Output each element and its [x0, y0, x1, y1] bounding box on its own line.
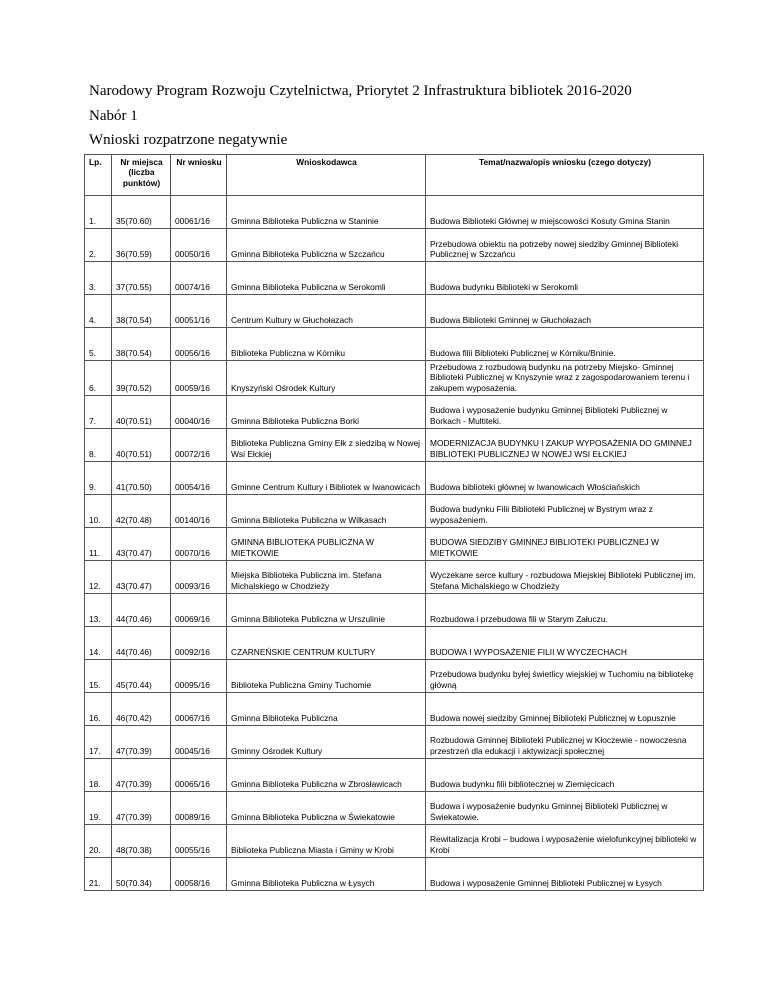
- cell-nr-wniosku: 00072/16: [171, 428, 227, 461]
- cell-nr-miejsca: 40(70.51): [112, 395, 171, 428]
- cell-wnioskodawca: Biblioteka Publiczna Miasta i Gminy w Krobi: [227, 824, 426, 857]
- cell-wnioskodawca: Gminna Biblioteka Publiczna w Wilkasach: [227, 494, 426, 527]
- cell-lp: 13.: [85, 593, 112, 626]
- cell-wnioskodawca: Gminna Biblioteka Publiczna w Łysych: [227, 857, 426, 890]
- cell-lp: 14.: [85, 626, 112, 659]
- cell-wnioskodawca: Centrum Kultury w Głuchołazach: [227, 295, 426, 328]
- cell-nr-miejsca: 45(70.44): [112, 659, 171, 692]
- table-body: [85, 196, 704, 891]
- cell-wnioskodawca: CZARNEŃSKIE CENTRUM KULTURY: [227, 626, 426, 659]
- cell-nr-miejsca: 42(70.48): [112, 494, 171, 527]
- cell-wnioskodawca: Biblioteka Publiczna w Kórniku: [227, 328, 426, 361]
- cell-temat: Budowa Biblioteki Głównej w miejscowości Kosuty Gmina Stanin: [426, 196, 704, 229]
- cell-temat: Budowa nowej siedziby Gminnej Biblioteki Publicznej w Łopusznie: [426, 692, 704, 725]
- cell-wnioskodawca: Gminna Biblioteka Publiczna w Urszulinie: [227, 593, 426, 626]
- cell-wnioskodawca: Gminna Biblioteka Publiczna w Szczańcu: [227, 229, 426, 262]
- cell-lp: 8.: [85, 428, 112, 461]
- cell-nr-miejsca: 47(70.39): [112, 758, 171, 791]
- cell-nr-miejsca: 37(70.55): [112, 262, 171, 295]
- cell-temat: Rozbudowa i przebudowa fili w Starym Załuczu.: [426, 593, 704, 626]
- table-row: [85, 527, 704, 560]
- cell-nr-wniosku: 00059/16: [171, 361, 227, 396]
- cell-nr-wniosku: 00067/16: [171, 692, 227, 725]
- cell-temat: Budowa budynku Filii Biblioteki Publicznej w Bystrym wraz z wyposażeniem.: [426, 494, 704, 527]
- cell-temat: Przebudowa budynku byłej świetlicy wiejskiej w Tuchomiu na bibliotekę główną: [426, 659, 704, 692]
- cell-temat: Przebudowa z rozbudową budynku na potrzeby Miejsko- Gminnej Biblioteki Publicznej w Knyszynie wraz z zagospodarowaniem terenu i zakupem wyposażenia.: [426, 361, 704, 396]
- cell-nr-miejsca: 44(70.46): [112, 593, 171, 626]
- table-row: [85, 361, 704, 396]
- cell-lp: 2.: [85, 229, 112, 262]
- cell-nr-miejsca: 35(70.60): [112, 196, 171, 229]
- cell-lp: 7.: [85, 395, 112, 428]
- cell-wnioskodawca: GMINNA BIBLIOTEKA PUBLICZNA W MIETKOWIE: [227, 527, 426, 560]
- cell-lp: 4.: [85, 295, 112, 328]
- cell-nr-wniosku: 00074/16: [171, 262, 227, 295]
- cell-nr-miejsca: 40(70.51): [112, 428, 171, 461]
- cell-wnioskodawca: Gminne Centrum Kultury i Bibliotek w Iwanowicach: [227, 461, 426, 494]
- table-row: [85, 692, 704, 725]
- section-subtitle: Wnioski rozpatrzone negatywnie: [89, 132, 288, 148]
- cell-temat: Budowa i wyposażenie budynku Gminnej Biblioteki Publicznej w Borkach - Multiteki.: [426, 395, 704, 428]
- header-nr-wniosku: Nr wniosku: [171, 155, 227, 196]
- cell-wnioskodawca: Gminna Biblioteka Publiczna Borki: [227, 395, 426, 428]
- cell-wnioskodawca: Biblioteka Publiczna Gminy Ełk z siedzibą w Nowej Wsi Ełckiej: [227, 428, 426, 461]
- cell-lp: 12.: [85, 560, 112, 593]
- cell-lp: 11.: [85, 527, 112, 560]
- cell-wnioskodawca: Knyszyński Ośrodek Kultury: [227, 361, 426, 396]
- table-row: [85, 824, 704, 857]
- table-row: [85, 659, 704, 692]
- cell-nr-wniosku: 00095/16: [171, 659, 227, 692]
- cell-lp: 6.: [85, 361, 112, 396]
- cell-temat: Budowa i wyposażenie Gminnej Biblioteki Publicznej w Łysych: [426, 857, 704, 890]
- cell-nr-wniosku: 00058/16: [171, 857, 227, 890]
- cell-nr-miejsca: 43(70.47): [112, 527, 171, 560]
- cell-nr-wniosku: 00065/16: [171, 758, 227, 791]
- cell-wnioskodawca: Gminna Biblioteka Publiczna w Świekatowie: [227, 791, 426, 824]
- table-row: [85, 758, 704, 791]
- cell-nr-wniosku: 00069/16: [171, 593, 227, 626]
- table-row: [85, 560, 704, 593]
- table-row: [85, 229, 704, 262]
- cell-temat: Wyczekane serce kultury - rozbudowa Miejskiej Biblioteki Publicznej im. Stefana Michalskiego w Chodzieży: [426, 560, 704, 593]
- cell-nr-miejsca: 48(70.38): [112, 824, 171, 857]
- cell-nr-wniosku: 00056/16: [171, 328, 227, 361]
- cell-nr-wniosku: 00061/16: [171, 196, 227, 229]
- table-row: [85, 791, 704, 824]
- table-row: [85, 593, 704, 626]
- table-row: [85, 626, 704, 659]
- cell-temat: Rewitalizacja Krobi – budowa i wyposażenie wielofunkcyjnej biblioteki w Krobi: [426, 824, 704, 857]
- cell-nr-miejsca: 43(70.47): [112, 560, 171, 593]
- cell-nr-wniosku: 00040/16: [171, 395, 227, 428]
- cell-nr-wniosku: 00055/16: [171, 824, 227, 857]
- cell-lp: 10.: [85, 494, 112, 527]
- header-temat: Temat/nazwa/opis wniosku (czego dotyczy): [426, 155, 704, 196]
- cell-temat: Rozbudowa Gminnej Biblioteki Publicznej w Kłoczewie - nowoczesna przestrzeń dla edukacji i aktywizacji społecznej: [426, 725, 704, 758]
- table-row: [85, 428, 704, 461]
- cell-nr-wniosku: 00070/16: [171, 527, 227, 560]
- nabor-label: Nabór 1: [89, 108, 138, 124]
- table-row: [85, 461, 704, 494]
- cell-wnioskodawca: Biblioteka Publiczna Gminy Tuchomie: [227, 659, 426, 692]
- cell-lp: 21.: [85, 857, 112, 890]
- cell-nr-miejsca: 47(70.39): [112, 791, 171, 824]
- table-row: [85, 328, 704, 361]
- cell-nr-miejsca: 38(70.54): [112, 295, 171, 328]
- cell-nr-miejsca: 38(70.54): [112, 328, 171, 361]
- cell-nr-wniosku: 00093/16: [171, 560, 227, 593]
- cell-temat: BUDOWA I WYPOSAŻENIE FILII W WYCZECHACH: [426, 626, 704, 659]
- cell-wnioskodawca: Gminna Biblioteka Publiczna w Zbrosławicach: [227, 758, 426, 791]
- cell-nr-wniosku: 00054/16: [171, 461, 227, 494]
- cell-wnioskodawca: Gminna Biblioteka Publiczna: [227, 692, 426, 725]
- cell-wnioskodawca: Gminna Biblioteka Publiczna w Serokomli: [227, 262, 426, 295]
- cell-nr-miejsca: 36(70.59): [112, 229, 171, 262]
- table-row: [85, 262, 704, 295]
- cell-temat: MODERNIZACJA BUDYNKU I ZAKUP WYPOSAŻENIA DO GMINNEJ BIBLIOTEKI PUBLICZNEJ W NOWEJ WSI EŁCKIEJ: [426, 428, 704, 461]
- cell-nr-miejsca: 47(70.39): [112, 725, 171, 758]
- cell-lp: 3.: [85, 262, 112, 295]
- cell-nr-wniosku: 00051/16: [171, 295, 227, 328]
- cell-nr-wniosku: 00092/16: [171, 626, 227, 659]
- cell-nr-wniosku: 00050/16: [171, 229, 227, 262]
- cell-nr-miejsca: 46(70.42): [112, 692, 171, 725]
- cell-temat: Przebudowa obiektu na potrzeby nowej siedziby Gminnej Biblioteki Publicznej w Szczańcu: [426, 229, 704, 262]
- cell-temat: Budowa i wyposażenie budynku Gminnej Biblioteki Publicznej w Świekatowie.: [426, 791, 704, 824]
- table-row: [85, 725, 704, 758]
- table-row: [85, 295, 704, 328]
- cell-lp: 16.: [85, 692, 112, 725]
- cell-nr-miejsca: 39(70.52): [112, 361, 171, 396]
- cell-wnioskodawca: Gminny Ośrodek Kultury: [227, 725, 426, 758]
- cell-lp: 18.: [85, 758, 112, 791]
- cell-nr-miejsca: 44(70.46): [112, 626, 171, 659]
- header-nr-miejsca: Nr miejsca (liczba punktów): [112, 155, 171, 196]
- cell-nr-wniosku: 00140/16: [171, 494, 227, 527]
- document-title: Narodowy Program Rozwoju Czytelnictwa, Priorytet 2 Infrastruktura bibliotek 2016-2020: [89, 83, 632, 99]
- cell-temat: Budowa budynku Biblioteki w Serokomli: [426, 262, 704, 295]
- cell-lp: 17.: [85, 725, 112, 758]
- cell-temat: BUDOWA SIEDZIBY GMINNEJ BIBLIOTEKI PUBLICZNEJ W MIETKOWIE: [426, 527, 704, 560]
- table-header-row: [85, 155, 704, 196]
- cell-temat: Budowa biblioteki głównej w Iwanowicach Włościańskich: [426, 461, 704, 494]
- cell-nr-wniosku: 00089/16: [171, 791, 227, 824]
- cell-nr-miejsca: 41(70.50): [112, 461, 171, 494]
- cell-temat: Budowa filii Biblioteki Publicznej w Kórniku/Bninie.: [426, 328, 704, 361]
- cell-lp: 5.: [85, 328, 112, 361]
- cell-lp: 20.: [85, 824, 112, 857]
- applications-table: [84, 154, 704, 891]
- header-lp: Lp.: [85, 155, 112, 196]
- cell-temat: Budowa Biblioteki Gminnej w Głuchołazach: [426, 295, 704, 328]
- cell-wnioskodawca: Gminna Biblioteka Publiczna w Staninie: [227, 196, 426, 229]
- cell-lp: 15.: [85, 659, 112, 692]
- cell-temat: Budowa budynku filii bibliotecznej w Ziemięcicach: [426, 758, 704, 791]
- cell-wnioskodawca: Miejska Biblioteka Publiczna im. Stefana Michalskiego w Chodzieży: [227, 560, 426, 593]
- cell-lp: 19.: [85, 791, 112, 824]
- cell-nr-miejsca: 50(70.34): [112, 857, 171, 890]
- table-row: [85, 857, 704, 890]
- cell-nr-wniosku: 00045/16: [171, 725, 227, 758]
- header-wnioskodawca: Wnioskodawca: [227, 155, 426, 196]
- table-row: [85, 494, 704, 527]
- table-row: [85, 196, 704, 229]
- table-row: [85, 395, 704, 428]
- cell-lp: 1.: [85, 196, 112, 229]
- cell-lp: 9.: [85, 461, 112, 494]
